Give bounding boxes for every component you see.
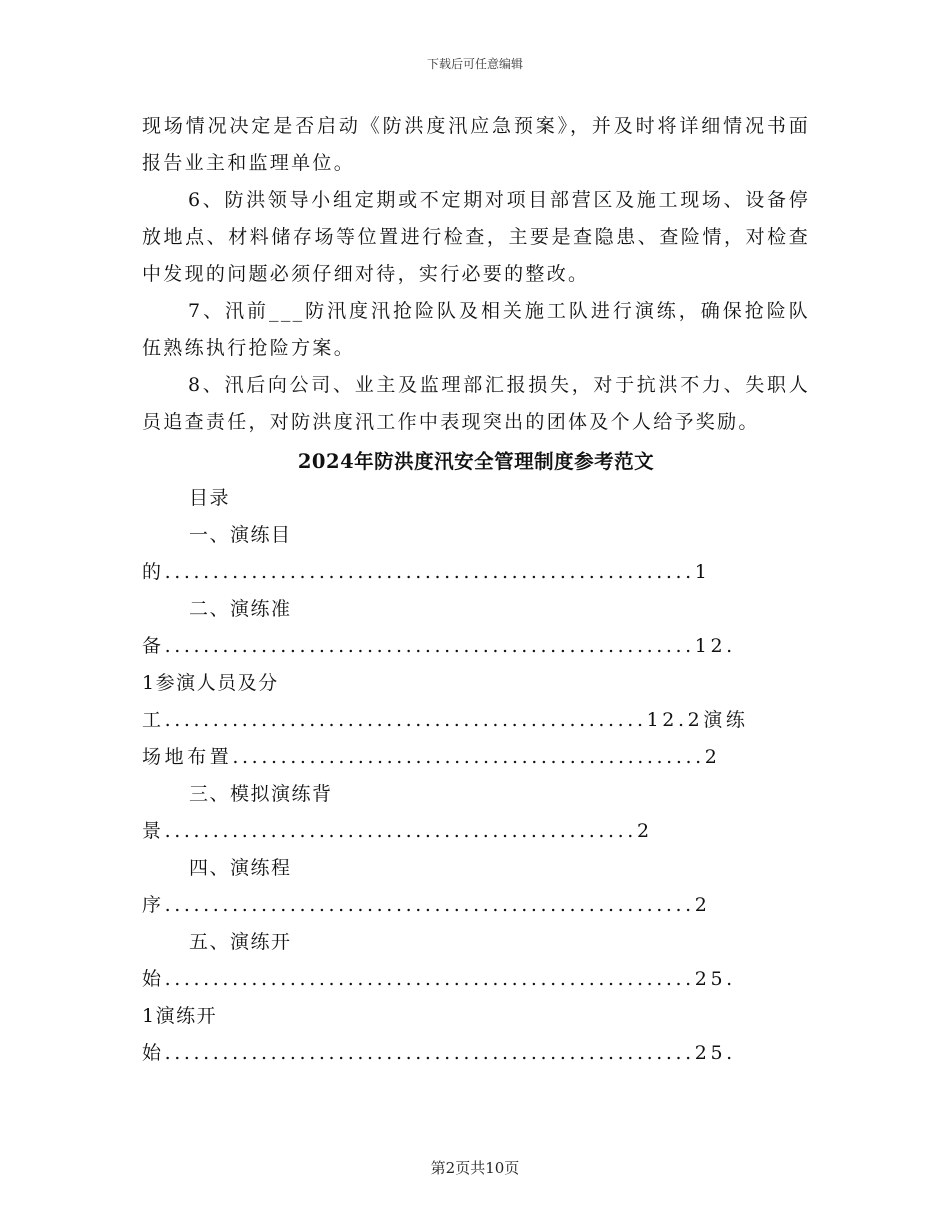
- table-of-contents: [142, 480, 810, 1072]
- toc-line[interactable]: 四、演练程: [189, 857, 292, 879]
- toc-line[interactable]: 三、模拟演练背: [189, 783, 333, 805]
- toc-line[interactable]: 二、演练准: [189, 598, 292, 620]
- document-title: 2024年防洪度汛安全管理制度参考范文: [297, 450, 655, 473]
- toc-line[interactable]: 始.......................................................25.: [142, 1042, 736, 1064]
- toc-line[interactable]: 工..................................................12.2演练: [142, 709, 749, 731]
- page-footer: 第2页共10页: [430, 1159, 520, 1177]
- toc-line[interactable]: 场地布置.................................................2: [142, 746, 721, 768]
- toc-line[interactable]: 1演练开: [142, 1005, 218, 1027]
- paragraph-4: 8、汛后向公司、业主及监理部汇报损失，对于抗洪不力、失职人员追查责任，对防洪度汛工作中表现突出的团体及个人给予奖励。: [142, 374, 810, 433]
- toc-line[interactable]: 序.......................................................2: [142, 894, 711, 916]
- toc-line[interactable]: 1参演人员及分: [142, 672, 279, 694]
- toc-line[interactable]: 五、演练开: [189, 931, 292, 953]
- toc-line[interactable]: 景.................................................2: [142, 820, 653, 842]
- toc-line[interactable]: 的.......................................................1: [142, 561, 711, 583]
- paragraph-3: 7、汛前___防汛度汛抢险队及相关施工队进行演练，确保抢险队伍熟练执行抢险方案。: [142, 300, 810, 359]
- toc-line[interactable]: 一、演练目: [189, 524, 292, 546]
- page-header: 下载后可任意编辑: [426, 57, 523, 71]
- toc-line[interactable]: 备.......................................................12.: [142, 635, 736, 657]
- paragraph-2: 6、防洪领导小组定期或不定期对项目部营区及施工现场、设备停放地点、材料储存场等位置进行检查，主要是查隐患、查险情，对检查中发现的问题必须仔细对待，实行必要的整改。: [142, 189, 810, 285]
- toc-line[interactable]: 始.......................................................25.: [142, 968, 736, 990]
- paragraph-1: 现场情况决定是否启动《防洪度汛应急预案》，并及时将详细情况书面报告业主和监理单位。: [142, 115, 810, 174]
- document-body: [142, 108, 810, 1072]
- toc-heading: 目录: [189, 487, 231, 509]
